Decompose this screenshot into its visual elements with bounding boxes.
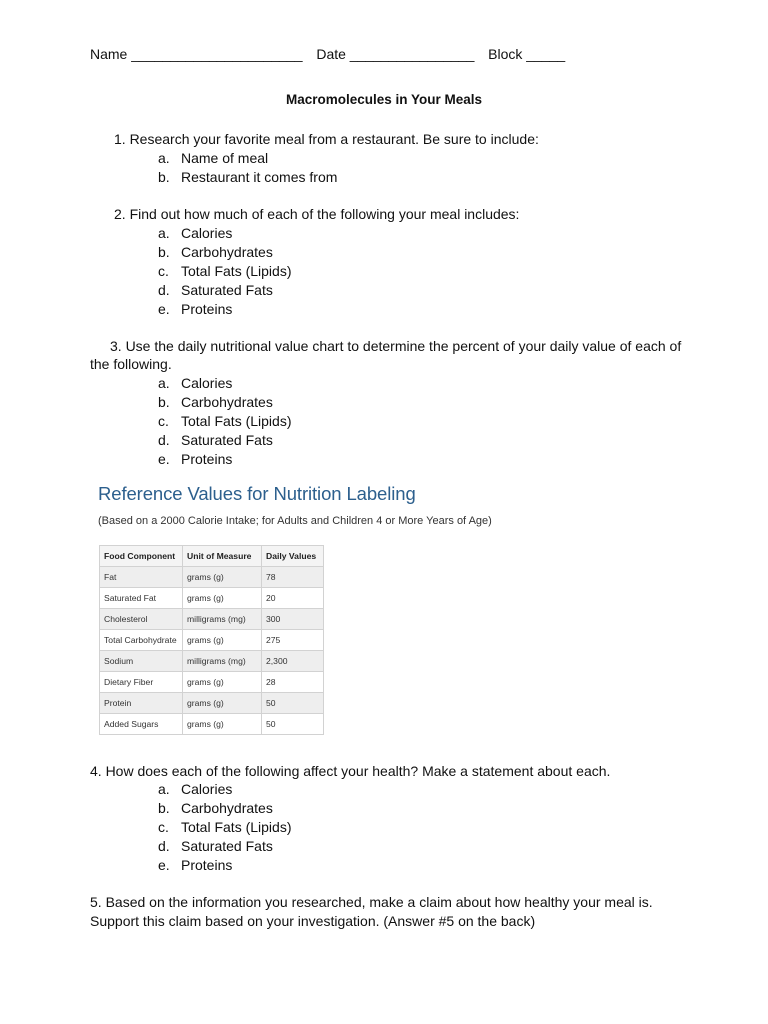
reference-subtitle: (Based on a 2000 Calorie Intake; for Adults and Children 4 or More Years of Age)	[98, 515, 492, 527]
q4-item-d-label: Saturated Fats	[181, 838, 273, 854]
q3-item-d	[158, 431, 458, 449]
table-row	[100, 588, 324, 609]
table-cell: 275	[262, 630, 324, 651]
table-row	[100, 714, 324, 735]
table-cell: grams (g)	[183, 567, 262, 588]
q3-item-c-label: Total Fats (Lipids)	[181, 413, 292, 429]
q4-item-b-label: Carbohydrates	[181, 800, 273, 816]
table-cell: Total Carbohydrate	[100, 630, 183, 651]
table-cell: Cholesterol	[100, 609, 183, 630]
q1-item-b-label: Restaurant it comes from	[181, 169, 338, 185]
date-blank: ________________	[349, 46, 475, 62]
question-3-line-2: the following.	[90, 356, 172, 372]
table-cell: Fat	[100, 567, 183, 588]
q3-item-e	[158, 450, 458, 468]
q3-item-c	[158, 412, 458, 430]
q3-item-d-letter: d.	[158, 432, 170, 448]
q4-item-d-letter: d.	[158, 838, 170, 854]
q4-item-b	[158, 799, 458, 817]
table-cell: grams (g)	[183, 714, 262, 735]
q2-item-e	[158, 300, 458, 318]
column-header: Unit of Measure	[183, 546, 262, 567]
table-row	[100, 672, 324, 693]
table-cell: Protein	[100, 693, 183, 714]
q1-item-a	[158, 149, 458, 167]
q4-item-b-letter: b.	[158, 800, 170, 816]
q4-item-c	[158, 818, 458, 836]
table-cell: Dietary Fiber	[100, 672, 183, 693]
q2-item-a	[158, 224, 458, 242]
block-blank: _____	[526, 46, 566, 62]
table-header-row	[100, 546, 324, 567]
table-cell: 78	[262, 567, 324, 588]
q2-item-a-letter: a.	[158, 225, 170, 241]
question-4: 4. How does each of the following affect your health? Make a statement about each.	[90, 763, 611, 779]
worksheet-title: Macromolecules in Your Meals	[285, 92, 483, 107]
q1-item-b-letter: b.	[158, 169, 170, 185]
q3-item-e-letter: e.	[158, 451, 170, 467]
table-cell: grams (g)	[183, 630, 262, 651]
table-row	[100, 651, 324, 672]
q2-item-d-letter: d.	[158, 282, 170, 298]
q2-item-b-letter: b.	[158, 244, 170, 260]
q3-item-b-letter: b.	[158, 394, 170, 410]
q2-item-b-label: Carbohydrates	[181, 244, 273, 260]
question-5-line-2: Support this claim based on your investigation. (Answer #5 on the back)	[90, 913, 536, 929]
q4-item-e-letter: e.	[158, 857, 170, 873]
table-row	[100, 693, 324, 714]
q3-item-b-label: Carbohydrates	[181, 394, 273, 410]
q3-item-a-letter: a.	[158, 375, 170, 391]
header-line	[90, 45, 565, 63]
table-cell: 50	[262, 693, 324, 714]
nutrition-table	[99, 545, 324, 735]
q2-item-d	[158, 281, 458, 299]
name-blank: ______________________	[131, 46, 303, 62]
q1-item-a-label: Name of meal	[181, 150, 269, 166]
q2-item-c	[158, 262, 458, 280]
question-5-line-1: 5. Based on the information you researched, make a claim about how healthy your meal is.	[90, 894, 653, 910]
table-cell: grams (g)	[183, 672, 262, 693]
name-label: Name	[90, 46, 128, 62]
table-cell: Added Sugars	[100, 714, 183, 735]
q2-item-c-letter: c.	[158, 263, 169, 279]
date-label: Date	[316, 46, 346, 62]
q3-item-b	[158, 393, 458, 411]
column-header: Daily Values	[262, 546, 324, 567]
q1-item-a-letter: a.	[158, 150, 170, 166]
q2-item-e-letter: e.	[158, 301, 170, 317]
table-cell: grams (g)	[183, 588, 262, 609]
q2-item-b	[158, 243, 458, 261]
q2-item-d-label: Saturated Fats	[181, 282, 273, 298]
q4-item-a	[158, 780, 458, 798]
table-cell: Sodium	[100, 651, 183, 672]
q3-item-a	[158, 374, 458, 392]
table-row	[100, 630, 324, 651]
column-header: Food Component	[100, 546, 183, 567]
table-row	[100, 609, 324, 630]
question-2: 2. Find out how much of each of the following your meal includes:	[114, 206, 520, 222]
q3-item-e-label: Proteins	[181, 451, 233, 467]
block-label: Block	[488, 46, 523, 62]
q1-item-b	[158, 168, 458, 186]
table-cell: milligrams (mg)	[183, 609, 262, 630]
table-cell: 2,300	[262, 651, 324, 672]
reference-title: Reference Values for Nutrition Labeling	[98, 483, 416, 504]
q3-item-d-label: Saturated Fats	[181, 432, 273, 448]
table-cell: milligrams (mg)	[183, 651, 262, 672]
q4-item-c-label: Total Fats (Lipids)	[181, 819, 292, 835]
q4-item-a-label: Calories	[181, 781, 233, 797]
table-cell: grams (g)	[183, 693, 262, 714]
q2-item-e-label: Proteins	[181, 301, 233, 317]
question-3-line-1: 3. Use the daily nutritional value chart to determine the percent of your daily value of each of	[110, 338, 682, 354]
table-row	[100, 567, 324, 588]
q2-item-c-label: Total Fats (Lipids)	[181, 263, 292, 279]
q4-item-d	[158, 837, 458, 855]
q2-item-a-label: Calories	[181, 225, 233, 241]
q4-item-a-letter: a.	[158, 781, 170, 797]
q4-item-e-label: Proteins	[181, 857, 233, 873]
table-cell: 28	[262, 672, 324, 693]
question-1: 1. Research your favorite meal from a restaurant. Be sure to include:	[114, 131, 539, 147]
table-cell: 300	[262, 609, 324, 630]
q3-item-c-letter: c.	[158, 413, 169, 429]
table-cell: 20	[262, 588, 324, 609]
q4-item-c-letter: c.	[158, 819, 169, 835]
table-cell: 50	[262, 714, 324, 735]
q3-item-a-label: Calories	[181, 375, 233, 391]
q4-item-e	[158, 856, 458, 874]
table-cell: Saturated Fat	[100, 588, 183, 609]
